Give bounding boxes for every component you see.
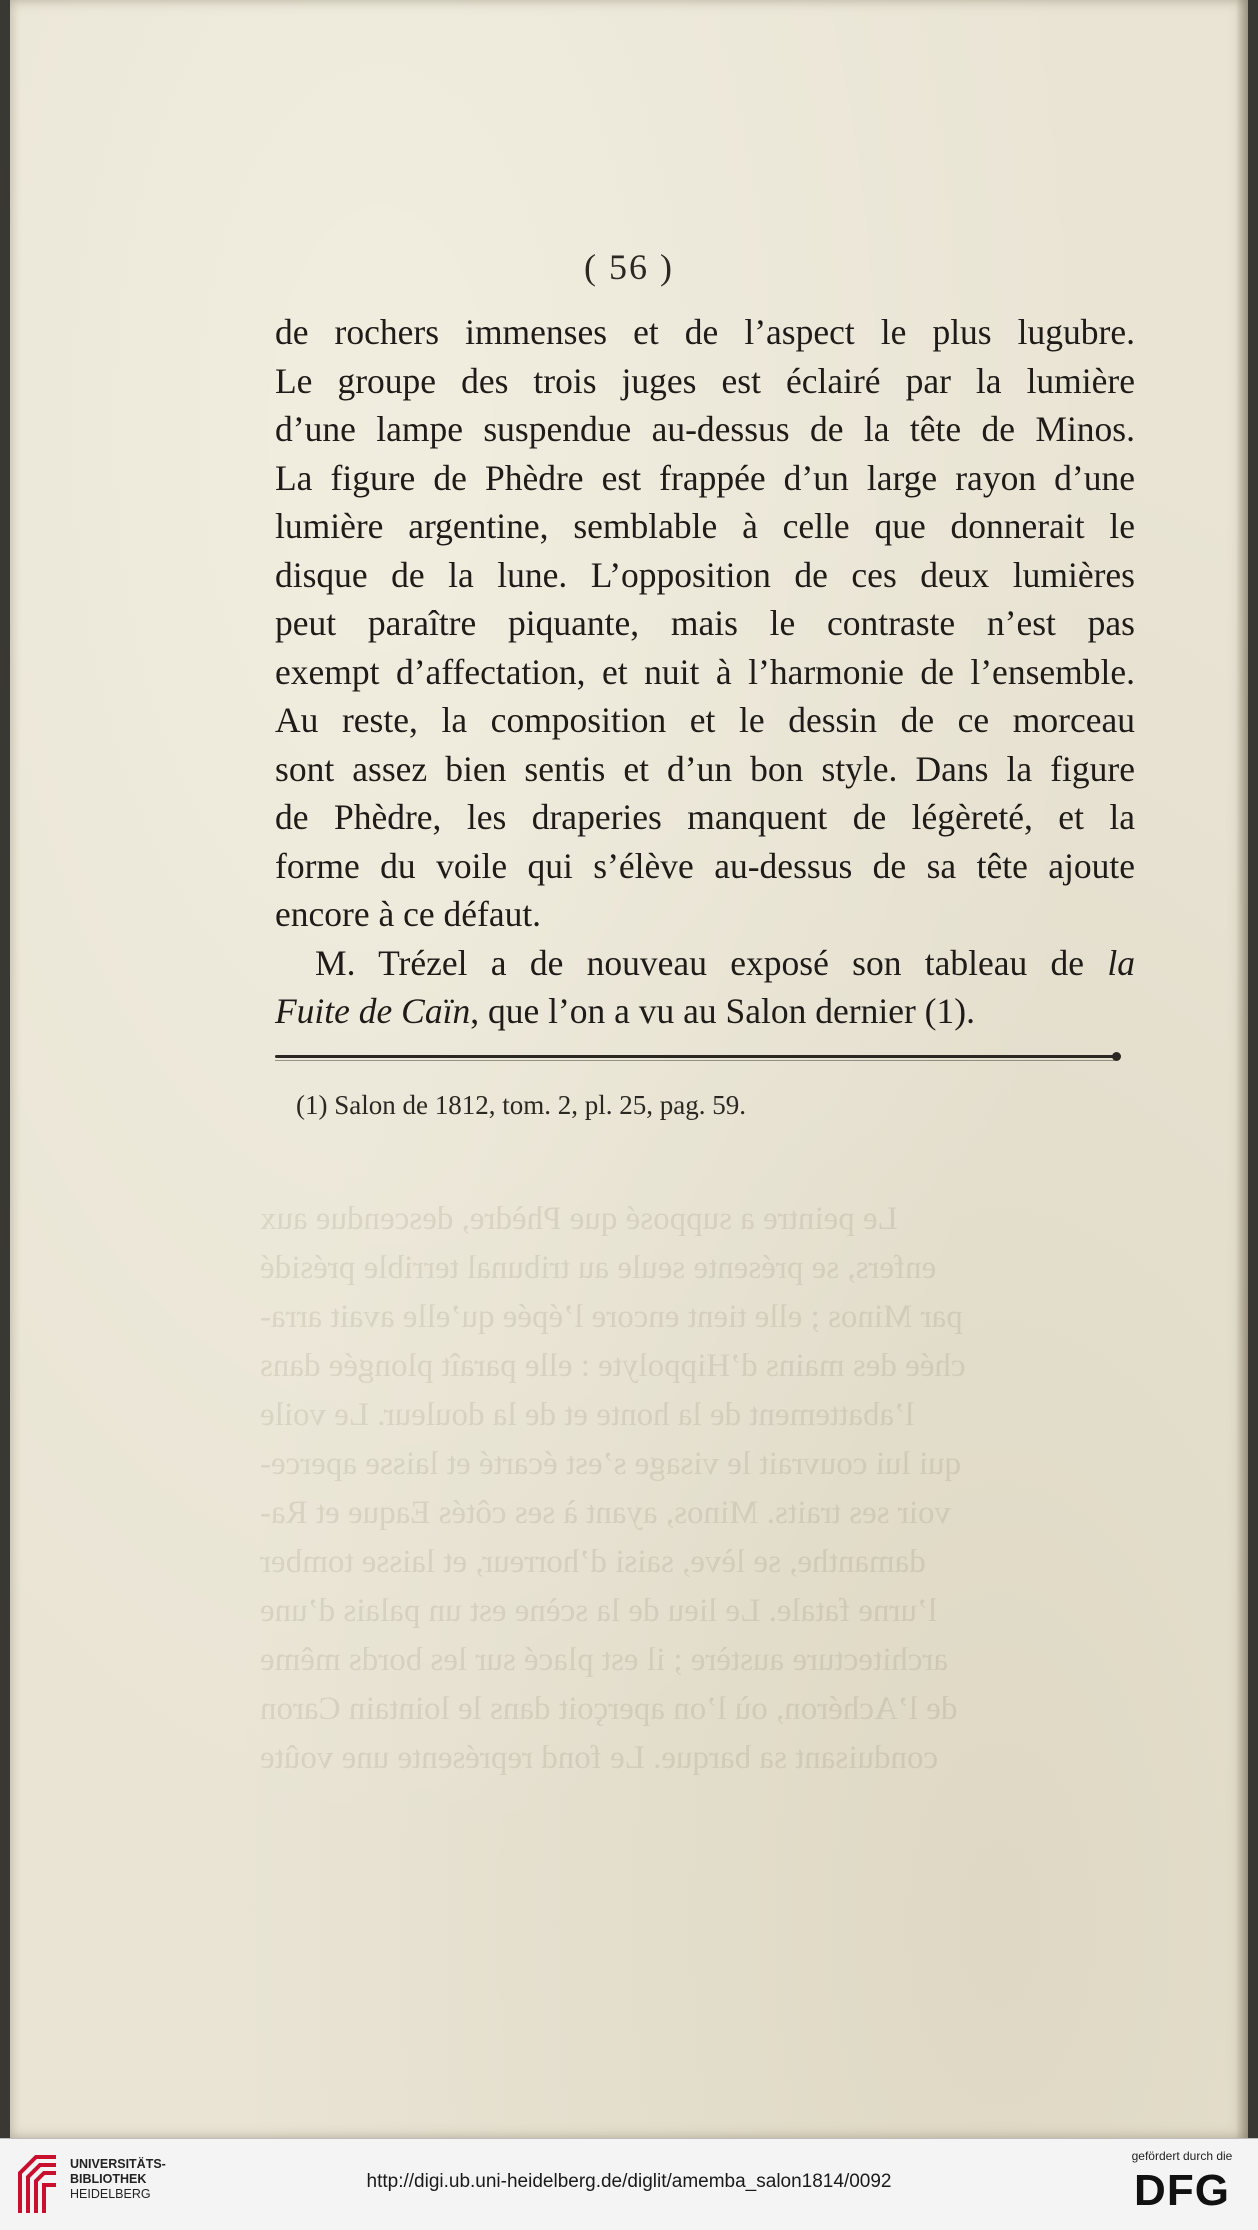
text-line: sont assez bien sentis et d’un bon style. Dans la figure: [275, 748, 1135, 789]
text-line: peut paraître piquante, mais le contraste n’est pas: [275, 603, 1135, 643]
bleed-through-text: Le peintre a supposé que Phèdre, descendue aux enfers, se présente seule au tribunal terrible présidé par Minos ; elle tient encore l’épée qu’elle avait arra- chée des mains d’Hippolyte : elle paraît plongée dans l’abattement de la honte et de la douleur. Le voile qui lui couvrait le visage s’est écarté et laisse aperce- voir ses traits. Minos, ayant à ses côtés Eaque et Ra- damanthe, se lève, saisi d’horreur, et laisse tomber l’urne fatale. Le lieu de la scène est un palais d’une architecture austère ; il est placé sur les bords même de l’Achéron, où l’on aperçoit dans le lointain Caron conduisant sa barque. Le fond représente une voûte: [260, 1201, 966, 1776]
footnote-rule: [275, 1055, 1115, 1058]
scanned-page: [10, 0, 1248, 2138]
text-line: exempt d’affectation, et nuit à l’harmonie de l’ensemble.: [275, 651, 1135, 692]
page-edge-shadow: [1236, 0, 1248, 2138]
text-line: encore à ce défaut.: [275, 894, 542, 934]
text-line: La figure de Phèdre est frappée d’un large rayon d’une: [275, 457, 1135, 498]
text-line: de rochers immenses et de l’aspect le plus lugubre.: [275, 312, 1135, 352]
text-span: , que l’on a vu au Salon dernier (1).: [470, 991, 975, 1031]
text-line: [275, 987, 1135, 1036]
italic-title: Fuite de Caïn: [275, 991, 471, 1031]
footnote: (1) Salon de 1812, tom. 2, pl. 25, pag. 59.: [296, 1090, 746, 1120]
footer-bar: [0, 2138, 1258, 2230]
text-line: Au reste, la composition et le dessin de ce morceau: [275, 700, 1135, 740]
text-line: lumière argentine, semblable à celle que donnerait le: [275, 506, 1135, 546]
text-span: M. Trézel a de nouveau exposé son tableau de: [315, 942, 1085, 983]
dfg-logo[interactable]: DFG: [1134, 2166, 1230, 2215]
library-name-line: BIBLIOTHEK: [70, 2172, 147, 2186]
text-line: forme du voile qui s’élève au-dessus de sa tête ajoute: [275, 845, 1135, 886]
library-name-line: HEIDELBERG: [70, 2187, 151, 2201]
body-text: [275, 308, 1135, 1036]
text-line: de Phèdre, les draperies manquent de légèreté, et la: [275, 797, 1135, 837]
library-name-line: UNIVERSITÄTS-: [70, 2157, 166, 2171]
text-line: Le groupe des trois juges est éclairé par la lumière: [275, 360, 1135, 401]
text-line: disque de la lune. L’opposition de ces deux lumières: [275, 554, 1135, 595]
text-line: d’une lampe suspendue au-dessus de la tête de Minos.: [275, 409, 1135, 449]
funder-label: gefördert durch die: [1131, 2149, 1233, 2163]
permalink-url[interactable]: http://digi.ub.uni-heidelberg.de/diglit/amemba_salon1814/0092: [366, 2171, 892, 2192]
page-number: ( 56 ): [584, 247, 674, 287]
funder-block: [1120, 2149, 1244, 2213]
text-line: [275, 939, 1135, 988]
italic-text: la: [1107, 942, 1135, 983]
